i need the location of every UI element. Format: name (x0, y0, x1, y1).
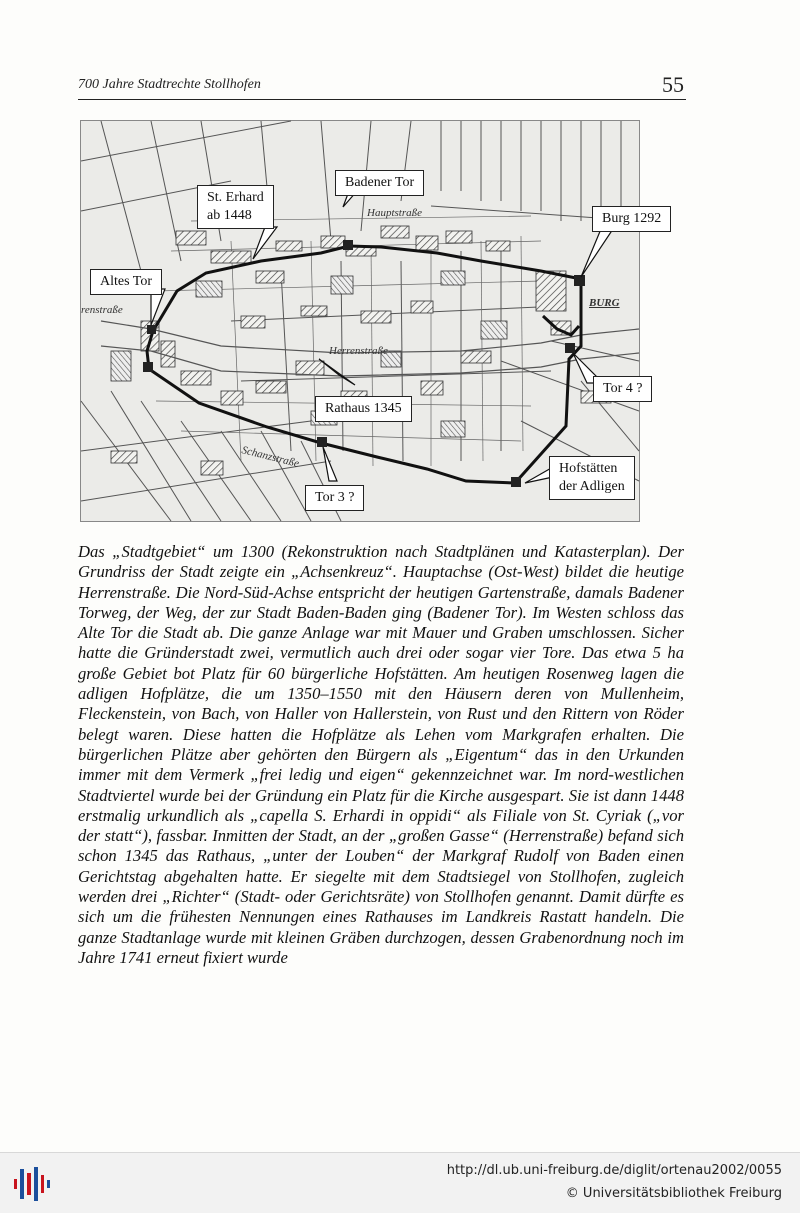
street-label-rensstrasse: renstraße (81, 304, 123, 316)
footer-copyright: © Universitätsbibliothek Freiburg (565, 1186, 782, 1201)
label-st-erhard: St. Erhard ab 1448 (197, 185, 274, 229)
label-hofstaetten-der-adligen: Hofstätten der Adligen (549, 456, 635, 500)
label-tor-3: Tor 3 ? (305, 485, 364, 511)
running-header (78, 73, 686, 100)
label-altes-tor: Altes Tor (90, 269, 162, 295)
town-plan-map (80, 120, 662, 522)
page-number: 55 (662, 72, 684, 97)
burg-map-marker: BURG (589, 297, 620, 309)
street-label-schanzstrasse: Schanzstraße (240, 444, 301, 470)
street-label-herrenstrasse: Herrenstraße (329, 345, 388, 357)
running-title: 700 Jahre Stadtrechte Stollhofen (78, 77, 261, 92)
label-burg-1292: Burg 1292 (592, 206, 671, 232)
digitization-footer (0, 1152, 800, 1213)
label-rathaus-1345: Rathaus 1345 (315, 396, 412, 422)
street-label-hauptstrasse: Hauptstraße (367, 207, 422, 219)
label-badener-tor: Badener Tor (335, 170, 424, 196)
ub-freiburg-logo-icon (10, 1163, 56, 1205)
footer-url-link[interactable]: http://dl.ub.uni-freiburg.de/diglit/ortenau2002/0055 (446, 1163, 782, 1178)
caption-text: Das „Stadtgebiet“ um 1300 (Rekonstruktion nach Stadtplänen und Katasterplan). Der Grundriss der Stadt zeigte ein „Achsenkreuz“. Hauptachse (Ost-West) bildet die heutige Herrenstraße. Die Nord-Süd-Achse entspricht der heutigen Gartenstraße, damals Badener Torweg, der Weg, der zur Stadt Baden-Baden ging (Badener Tor). Im Westen schloss das Alte Tor die Stadt ab. Die ganze Anlage war mit Mauer und Graben umschlossen. Sicher hatte die Gründerstadt zwei, vermutlich auch drei oder sogar vier Tore. Das etwa 5 ha große Gebiet bot Platz für 60 bürgerliche Hofstätten. Am heutigen Rosenweg lagen die adligen Hofplätze, die um 1350–1550 mit den Häusern deren von Mullenheim, Fleckenstein, von Bach, von Haller von Hallerstein, von Rust und den Rittern von Röder belegt waren. Diese hatten die Hofplätze als Lehen vom Markgrafen erhalten. Die bürgerlichen Plätze aber gehörten den Bürgern als „Eigentum“ das in den Urkunden immer mit dem Vermerk „frei ledig und eigen“ gekennzeichnet war. Im nord-westlichen Stadtviertel wurde bei der Gründung ein Platz für die Kirche ausgespart. Sie ist dann 1448 erstmalig urkundlich als „capella S. Erhardi in oppidi“ als Filiale von St. Cyriak („vor der statt“), fassbar. Inmitten der Stadt, an der „großen Gasse“ (Herrenstraße) befand sich schon 1345 das Rathaus, „unter der Louben“ der Markgraf Rudolf von Baden einen Gerichtstag abgehalten hatte. Er siegelte mit dem Stadtsiegel von Stollhofen, zugleich werden drei „Richter“ (Stadt- oder Gerichtsräte) von Stollhofen genannt. Damit dürfte es sich um die frühesten Nennungen eines Rathauses im Landkreis Rastatt handeln. Die ganze Stadtanlage wurde mit kleinen Gräben durchzogen, dessen Grabenordnung noch im Jahre 1741 erneut fixiert wurde (78, 542, 684, 967)
label-tor-4: Tor 4 ? (593, 376, 652, 402)
